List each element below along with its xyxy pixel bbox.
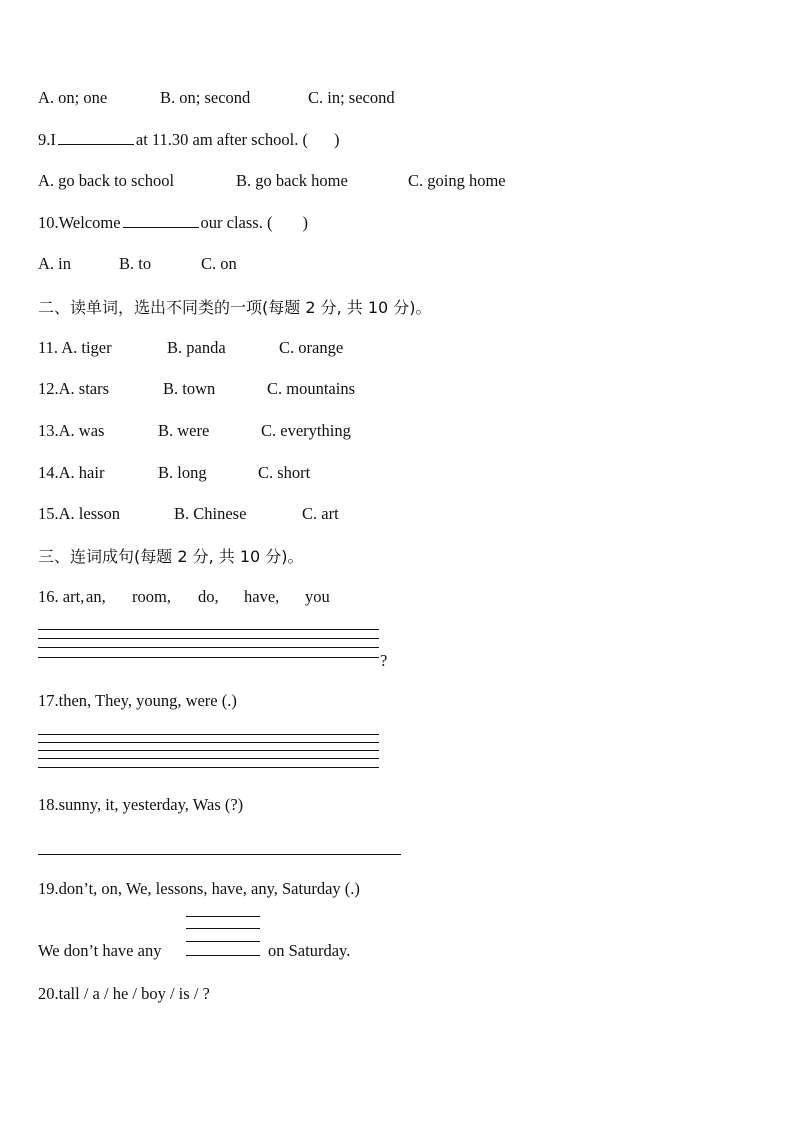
- q9-option-b: B. go back home: [236, 171, 348, 190]
- q17-answer-line[interactable]: [38, 742, 379, 743]
- q19-sentence-start: We don’t have any: [38, 941, 162, 960]
- q10-blank[interactable]: [123, 213, 199, 228]
- question-16-prompt: [38, 587, 330, 607]
- q15-option-c: C. art: [302, 504, 339, 523]
- q9-options: [38, 171, 506, 191]
- question-12: [38, 379, 355, 399]
- question-9: [38, 130, 340, 150]
- q16-answer-line[interactable]: [38, 647, 379, 648]
- q15-option-b: B. Chinese: [174, 504, 247, 523]
- question-17-prompt: 17.then, They, young, were (.): [38, 691, 237, 710]
- q17-answer-line[interactable]: [38, 750, 379, 751]
- q15-option-a: 15.A. lesson: [38, 504, 121, 523]
- q16-answer-line[interactable]: [38, 629, 379, 630]
- q12-option-c: C. mountains: [267, 379, 356, 398]
- q9-option-c: C. going home: [408, 171, 506, 190]
- q8-option-c: C. in; second: [308, 88, 395, 107]
- question-18-prompt: 18.sunny, it, yesterday, Was (?): [38, 795, 244, 814]
- q10-options: [38, 254, 237, 274]
- q13-option-c: C. everything: [261, 421, 351, 440]
- q14-option-b: B. long: [158, 463, 207, 482]
- q13-option-a: 13.A. was: [38, 421, 105, 440]
- q16-word: room,: [132, 587, 171, 606]
- q10-option-c: C. on: [201, 254, 237, 273]
- q10-number: 10.Welcome: [38, 213, 121, 232]
- q11-option-c: C. orange: [279, 338, 344, 357]
- q16-word: you: [305, 587, 330, 606]
- q17-answer-line[interactable]: [38, 734, 379, 735]
- section-2-heading: 二、读单词，选出不同类的一项(每题 2 分, 共 10 分)。: [38, 298, 432, 317]
- q10-option-b: B. to: [119, 254, 152, 273]
- q16-word: an,: [86, 587, 106, 606]
- q11-option-b: B. panda: [167, 338, 226, 357]
- question-11: [38, 338, 343, 358]
- q10-option-a: A. in: [38, 254, 71, 273]
- question-20-prompt: 20.tall / a / he / boy / is / ?: [38, 984, 210, 1003]
- question-14: [38, 463, 310, 483]
- q10-close-paren: ): [302, 213, 308, 232]
- q14-option-c: C. short: [258, 463, 311, 482]
- q19-answer-line[interactable]: [186, 928, 260, 929]
- q16-answer-line[interactable]: [38, 657, 379, 658]
- q9-option-a: A. go back to school: [38, 171, 175, 190]
- q11-option-a: 11. A. tiger: [38, 338, 112, 357]
- q16-word: 16. art,: [38, 587, 85, 606]
- q12-option-b: B. town: [163, 379, 216, 398]
- q16-word: have,: [244, 587, 280, 606]
- q8-options: [38, 88, 395, 108]
- q12-option-a: 12.A. stars: [38, 379, 110, 398]
- q17-answer-line[interactable]: [38, 767, 379, 768]
- section-3-heading: 三、连词成句(每题 2 分, 共 10 分)。: [38, 547, 304, 566]
- q19-answer-line[interactable]: [186, 916, 260, 917]
- q17-answer-line[interactable]: [38, 758, 379, 759]
- question-19-prompt: 19.don’t, on, We, lessons, have, any, Saturday (.): [38, 879, 360, 898]
- q19-answer-line[interactable]: [186, 941, 260, 942]
- q16-word: do,: [198, 587, 219, 606]
- q16-end-mark: ?: [380, 651, 388, 670]
- q8-option-a: A. on; one: [38, 88, 108, 107]
- q18-answer-line[interactable]: [38, 854, 401, 855]
- q9-close-paren: ): [334, 130, 340, 149]
- q9-blank[interactable]: [58, 130, 134, 145]
- q19-answer-line[interactable]: [186, 955, 260, 956]
- q9-number: 9.I: [38, 130, 56, 149]
- question-15: [38, 504, 339, 524]
- question-10: [38, 213, 308, 233]
- q19-sentence-end: on Saturday.: [268, 941, 351, 960]
- q8-option-b: B. on; second: [160, 88, 251, 107]
- q10-text: our class. (: [200, 213, 273, 232]
- q16-answer-line[interactable]: [38, 638, 379, 639]
- q13-option-b: B. were: [158, 421, 210, 440]
- question-13: [38, 421, 351, 441]
- q14-option-a: 14.A. hair: [38, 463, 105, 482]
- q9-text: at 11.30 am after school. (: [135, 130, 308, 149]
